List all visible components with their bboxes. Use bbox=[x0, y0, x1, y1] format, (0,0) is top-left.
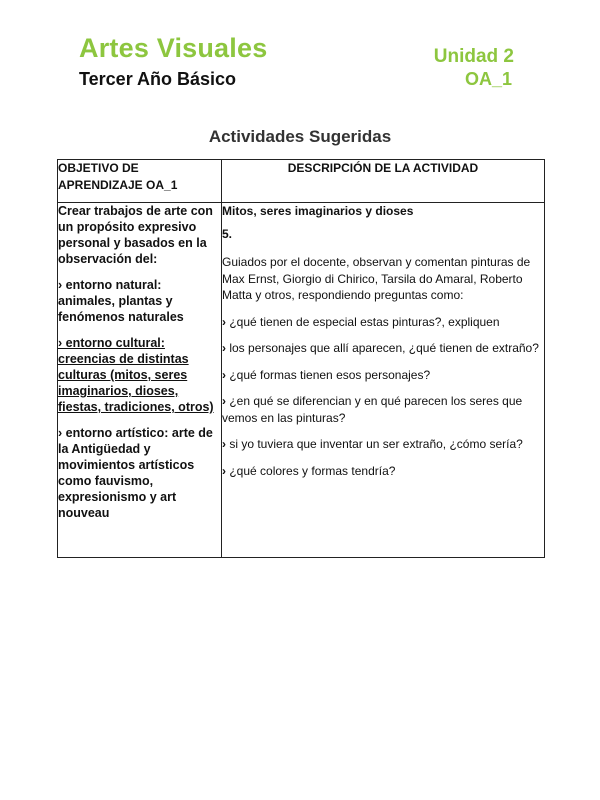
question-text: ¿qué colores y formas tendría? bbox=[229, 463, 396, 478]
bullet-arrow-icon: › bbox=[222, 394, 226, 408]
bullet-arrow-icon: › bbox=[222, 437, 226, 451]
objective-cell bbox=[58, 203, 222, 558]
list-item bbox=[222, 436, 544, 453]
objective-item-natural: › entorno natural: animales, plantas y fenómenos naturales bbox=[58, 278, 184, 324]
grade-label: Tercer Año Básico bbox=[79, 69, 237, 89]
table-header-row bbox=[58, 160, 545, 203]
activity-description: Guiados por el docente, observan y comentan pinturas de Max Ernst, Giorgio di Chirico, Tarsila do Amaral, Roberto Matta y otros, respondiendo preguntas como: bbox=[222, 255, 531, 302]
question-text: ¿en qué se diferencian y en qué parecen los seres que vemos en las pinturas? bbox=[222, 394, 523, 425]
table-row bbox=[58, 203, 545, 558]
section-title: Actividades Sugeridas bbox=[208, 127, 392, 146]
unit-label: Unidad 2 bbox=[433, 46, 514, 67]
objective-code: OA_1 bbox=[464, 69, 512, 89]
activity-title: Mitos, seres imaginarios y dioses bbox=[222, 204, 414, 218]
activity-column-header: DESCRIPCIÓN DE LA ACTIVIDAD bbox=[222, 160, 545, 203]
list-item bbox=[222, 314, 544, 331]
objective-column-header: OBJETIVO DE APRENDIZAJE OA_1 bbox=[58, 160, 222, 203]
list-item bbox=[222, 340, 544, 357]
activity-number: 5. bbox=[222, 226, 233, 241]
question-text: si yo tuviera que inventar un ser extraño, ¿cómo sería? bbox=[229, 437, 523, 451]
objective-item-cultural: › entorno cultural: creencias de distintas culturas (mitos, seres imaginarios, dioses, fiestas, tradiciones, otros) bbox=[58, 336, 214, 414]
objective-item-artistic: › entorno artístico: arte de la Antigüedad y movimientos artísticos como fauvismo, expresionismo y art nouveau bbox=[58, 426, 213, 520]
bullet-arrow-icon: › bbox=[222, 314, 226, 329]
activity-cell bbox=[222, 203, 545, 558]
question-text: ¿qué tienen de especial estas pinturas?, expliquen bbox=[229, 314, 500, 329]
list-item bbox=[222, 367, 544, 384]
question-text: los personajes que allí aparecen, ¿qué tienen de extraño? bbox=[229, 341, 539, 355]
subject-title: Artes Visuales bbox=[79, 33, 268, 63]
question-text: ¿qué formas tienen esos personajes? bbox=[229, 367, 431, 382]
bullet-arrow-icon: › bbox=[222, 463, 226, 478]
objective-intro: Crear trabajos de arte con un propósito expresivo personal y basados en la observación del: bbox=[58, 204, 213, 266]
activities-table bbox=[57, 159, 545, 558]
list-item bbox=[222, 393, 544, 426]
bullet-arrow-icon: › bbox=[222, 341, 226, 355]
bullet-arrow-icon: › bbox=[222, 367, 226, 382]
list-item bbox=[222, 463, 544, 480]
